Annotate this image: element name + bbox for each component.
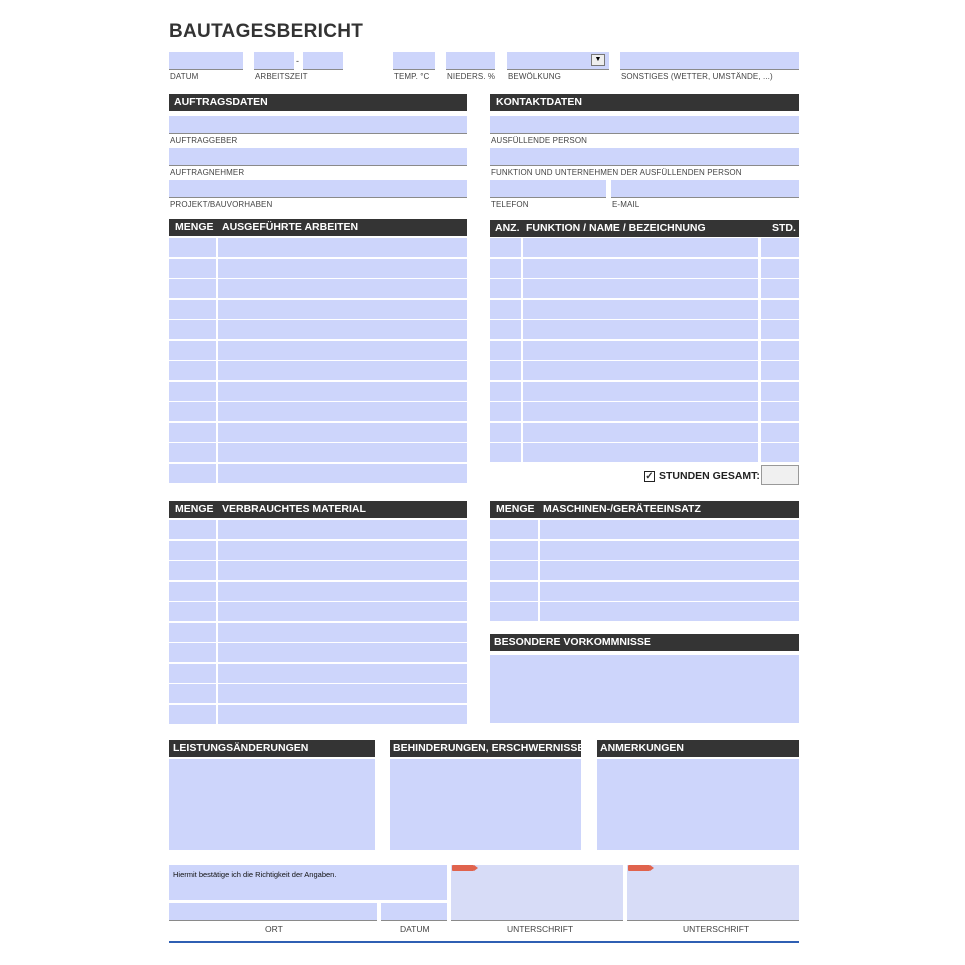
personal-cell[interactable] (523, 259, 758, 278)
personal-cell[interactable] (523, 361, 758, 380)
maschinen-cell[interactable] (490, 541, 538, 560)
footer-rule (169, 941, 799, 943)
personal-cell[interactable] (490, 238, 521, 257)
projekt-label: PROJEKT/BAUVORHABEN (170, 200, 273, 209)
personal-cell[interactable] (523, 320, 758, 339)
arbeiten-cell[interactable] (218, 361, 467, 380)
datum-sign-label: DATUM (400, 924, 430, 934)
personal-cell[interactable] (490, 259, 521, 278)
arbeiten-cell[interactable] (169, 259, 216, 278)
personal-cell[interactable] (761, 382, 799, 401)
arbeiten-cell[interactable] (218, 443, 467, 462)
maschinen-cell[interactable] (490, 520, 538, 539)
personal-cell[interactable] (490, 423, 521, 442)
telefon-field[interactable] (490, 180, 606, 198)
email-field[interactable] (611, 180, 799, 198)
personal-cell[interactable] (490, 443, 521, 462)
material-cell[interactable] (169, 705, 216, 724)
arbeiten-cell[interactable] (218, 279, 467, 298)
personal-cell[interactable] (761, 443, 799, 462)
personal-cell[interactable] (761, 361, 799, 380)
personal-cell[interactable] (523, 443, 758, 462)
personal-cell[interactable] (490, 279, 521, 298)
unterschrift1-label: UNTERSCHRIFT (507, 924, 574, 934)
maschinen-header (490, 501, 799, 518)
arbeiten-cell[interactable] (169, 382, 216, 401)
arbeiten-cell[interactable] (169, 320, 216, 339)
arbeitszeit-dash: - (296, 56, 299, 66)
temp-label: TEMP. °C (394, 72, 430, 81)
personal-cell[interactable] (523, 402, 758, 421)
arbeiten-cell[interactable] (218, 259, 467, 278)
arbeiten-cell[interactable] (218, 382, 467, 401)
arbeiten-cell[interactable] (169, 300, 216, 319)
material-cell[interactable] (218, 520, 467, 539)
unterschrift1-field[interactable] (451, 865, 623, 921)
arbeiten-cell[interactable] (218, 300, 467, 319)
material-cell[interactable] (218, 684, 467, 703)
ort-field[interactable] (169, 903, 377, 921)
material-menge-label: MENGE (175, 503, 214, 515)
material-cell[interactable] (169, 602, 216, 621)
personal-cell[interactable] (761, 341, 799, 360)
material-cell[interactable] (169, 541, 216, 560)
datum-sign-field[interactable] (381, 903, 447, 921)
material-title: VERBRAUCHTES MATERIAL (222, 503, 366, 515)
material-cell[interactable] (218, 582, 467, 601)
kontaktdaten-title: KONTAKTDATEN (496, 96, 582, 108)
datum-field[interactable] (169, 52, 243, 70)
personal-cell[interactable] (523, 300, 758, 319)
personal-title: FUNKTION / NAME / BEZEICHNUNG (526, 222, 706, 234)
unterschrift2-field[interactable] (627, 865, 799, 921)
material-cell[interactable] (218, 623, 467, 642)
arbeiten-cell[interactable] (169, 443, 216, 462)
telefon-label: TELEFON (491, 200, 529, 209)
sonstiges-label: SONSTIGES (WETTER, UMSTÄNDE, ...) (621, 72, 773, 81)
nieders-label: NIEDERS. % (447, 72, 496, 81)
anmerkungen-header (597, 740, 799, 757)
auftragsdaten-header (169, 94, 467, 111)
arbeiten-header (169, 219, 467, 236)
material-cell[interactable] (218, 705, 467, 724)
person-field[interactable] (490, 116, 799, 134)
signature-marker-icon (628, 865, 650, 871)
behinderung-textarea[interactable] (390, 759, 581, 850)
email-label: E-MAIL (612, 200, 640, 209)
besondere-title: BESONDERE VORKOMMNISSE (494, 636, 651, 648)
material-cell[interactable] (169, 582, 216, 601)
material-cell[interactable] (218, 602, 467, 621)
arbeiten-cell[interactable] (218, 423, 467, 442)
maschinen-cell[interactable] (490, 602, 538, 621)
material-cell[interactable] (169, 561, 216, 580)
kontaktdaten-header (490, 94, 799, 111)
maschinen-title: MASCHINEN-/GERÄTEEINSATZ (543, 503, 701, 515)
arbeiten-cell[interactable] (218, 238, 467, 257)
anmerkungen-textarea[interactable] (597, 759, 799, 850)
maschinen-cell[interactable] (540, 561, 799, 580)
arbeiten-cell[interactable] (218, 320, 467, 339)
arbeiten-cell[interactable] (169, 341, 216, 360)
leistung-textarea[interactable] (169, 759, 375, 850)
personal-cell[interactable] (490, 300, 521, 319)
stunden-gesamt-label: STUNDEN GESAMT: (659, 470, 760, 482)
arbeiten-cell[interactable] (218, 402, 467, 421)
maschinen-cell[interactable] (490, 561, 538, 580)
personal-cell[interactable] (761, 259, 799, 278)
chevron-down-icon[interactable]: ▼ (591, 54, 605, 66)
material-header (169, 501, 467, 518)
arbeiten-cell[interactable] (169, 279, 216, 298)
arbeiten-cell[interactable] (169, 238, 216, 257)
auftraggeber-field[interactable] (169, 116, 467, 134)
arbeiten-cell[interactable] (218, 341, 467, 360)
maschinen-cell[interactable] (540, 582, 799, 601)
auftragsdaten-title: AUFTRAGSDATEN (174, 96, 268, 108)
material-cell[interactable] (169, 520, 216, 539)
maschinen-cell[interactable] (540, 541, 799, 560)
material-cell[interactable] (218, 643, 467, 662)
personal-cell[interactable] (523, 238, 758, 257)
behinderung-title: BEHINDERUNGEN, ERSCHWERNISSE (393, 742, 585, 754)
maschinen-menge-label: MENGE (496, 503, 535, 515)
material-cell[interactable] (218, 561, 467, 580)
ort-label: ORT (265, 924, 283, 934)
auftragnehmer-label: AUFTRAGNEHMER (170, 168, 245, 177)
material-cell[interactable] (169, 643, 216, 662)
arbeiten-cell[interactable] (169, 464, 216, 483)
anmerkungen-title: ANMERKUNGEN (600, 742, 684, 754)
personal-cell[interactable] (523, 382, 758, 401)
personal-header (490, 220, 799, 237)
arbeitszeit-label: ARBEITSZEIT (255, 72, 308, 81)
personal-cell[interactable] (761, 320, 799, 339)
leistung-header (169, 740, 375, 757)
sonstiges-field[interactable] (620, 52, 799, 70)
confirm-text: Hiermit bestätige ich die Richtigkeit der Angaben. (173, 870, 337, 879)
maschinen-cell[interactable] (540, 520, 799, 539)
personal-cell[interactable] (523, 341, 758, 360)
material-cell[interactable] (169, 623, 216, 642)
arbeiten-menge-label: MENGE (175, 221, 214, 233)
funktion-label: FUNKTION UND UNTERNEHMEN DER AUSFÜLLENDEN PERSON (491, 168, 742, 177)
personal-cell[interactable] (490, 361, 521, 380)
personal-cell[interactable] (761, 300, 799, 319)
personal-anz-label: ANZ. (495, 222, 520, 234)
auftragnehmer-field[interactable] (169, 148, 467, 166)
leistung-title: LEISTUNGSÄNDERUNGEN (173, 742, 309, 754)
projekt-field[interactable] (169, 180, 467, 198)
personal-cell[interactable] (490, 382, 521, 401)
arbeitszeit-end-field[interactable] (303, 52, 343, 70)
funktion-field[interactable] (490, 148, 799, 166)
personal-cell[interactable] (490, 402, 521, 421)
personal-std-label: STD. (772, 222, 796, 234)
arbeiten-cell[interactable] (169, 361, 216, 380)
material-cell[interactable] (218, 541, 467, 560)
personal-cell[interactable] (761, 279, 799, 298)
arbeiten-cell[interactable] (169, 402, 216, 421)
arbeiten-cell[interactable] (169, 423, 216, 442)
person-label: AUSFÜLLENDE PERSON (491, 136, 588, 145)
material-cell[interactable] (169, 684, 216, 703)
besondere-header (490, 634, 799, 651)
stunden-gesamt-field[interactable] (761, 465, 799, 485)
auftraggeber-label: AUFTRAGGEBER (170, 136, 238, 145)
nieders-field[interactable] (446, 52, 495, 70)
personal-cell[interactable] (490, 341, 521, 360)
personal-cell[interactable] (761, 402, 799, 421)
maschinen-cell[interactable] (490, 582, 538, 601)
personal-cell[interactable] (761, 423, 799, 442)
unterschrift2-label: UNTERSCHRIFT (683, 924, 750, 934)
personal-cell[interactable] (761, 238, 799, 257)
arbeiten-cell[interactable] (218, 464, 467, 483)
personal-cell[interactable] (523, 423, 758, 442)
behinderung-header (390, 740, 585, 757)
page-title: BAUTAGESBERICHT (169, 21, 364, 42)
temp-field[interactable] (393, 52, 435, 70)
arbeitszeit-start-field[interactable] (254, 52, 294, 70)
maschinen-cell[interactable] (540, 602, 799, 621)
personal-cell[interactable] (523, 279, 758, 298)
signature-marker-icon (452, 865, 474, 871)
checkbox-icon[interactable]: ✓ (645, 471, 654, 482)
material-cell[interactable] (218, 664, 467, 683)
datum-label: DATUM (170, 72, 199, 81)
besondere-textarea[interactable] (490, 655, 799, 723)
bewoelkung-label: BEWÖLKUNG (508, 72, 561, 81)
arbeiten-title: AUSGEFÜHRTE ARBEITEN (222, 221, 359, 233)
material-cell[interactable] (169, 664, 216, 683)
personal-cell[interactable] (490, 320, 521, 339)
